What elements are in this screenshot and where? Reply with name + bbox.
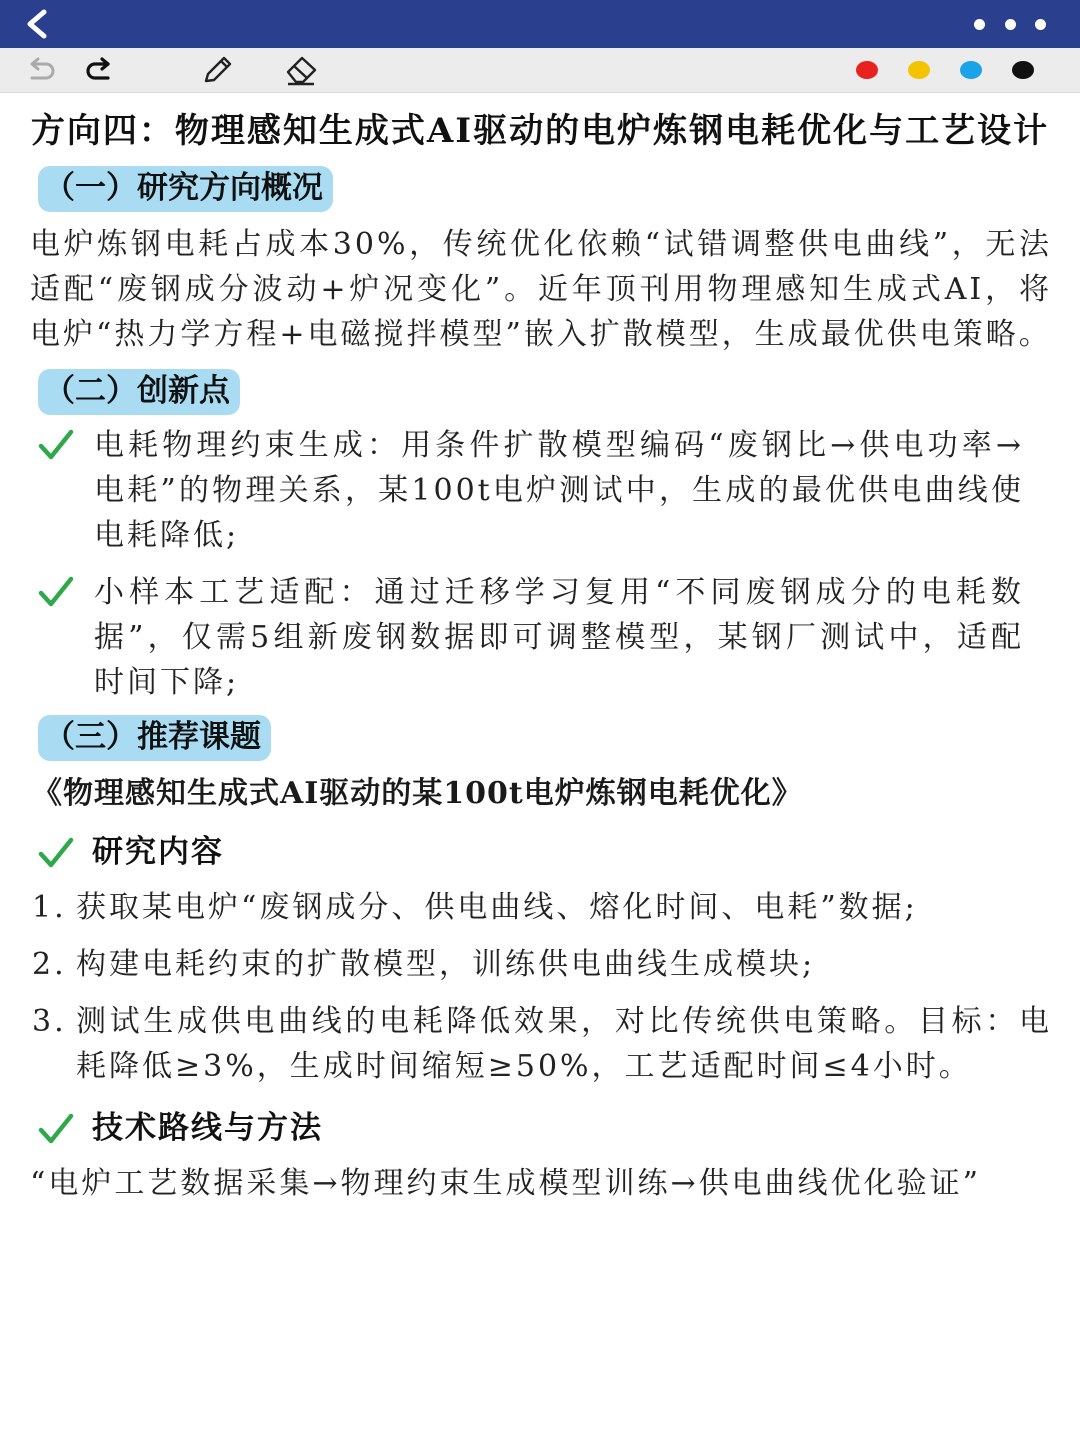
document-title: 方向四：物理感知生成式AI驱动的电炉炼钢电耗优化与工艺设计 [30,111,1050,151]
more-options-button[interactable] [974,12,1046,36]
innovation-item-text: 电耗物理约束生成：用条件扩散模型编码“废钢比→供电功率→电耗”的物理关系，某100t电炉测试中，生成的最优供电曲线使电耗降低; [94,428,1024,553]
check-icon [38,574,74,610]
research-item [0,999,1052,1089]
research-item-text: 测试生成供电曲线的电耗降低效果，对比传统供电策略。目标：电耗降低≥3%，生成时间缩短≥50%，工艺适配时间≤4小时。 [76,1004,1052,1084]
annotation-toolbar [0,48,1080,93]
back-button[interactable] [18,6,58,42]
research-item-text: 获取某电炉“废钢成分、供电曲线、熔化时间、电耗”数据; [76,890,918,925]
section-heading-recommended: （三）推荐课题 [38,715,271,761]
eraser-icon [284,54,318,86]
innovation-item-text: 小样本工艺适配：通过迁移学习复用“不同废钢成分的电耗数据”，仅需5组新废钢数据即可调整模型，某钢厂测试中，适配时间下降; [94,575,1024,700]
redo-icon [82,54,116,86]
pen-tool-button[interactable] [200,54,234,86]
technical-route-heading [0,1103,1080,1153]
top-app-bar [0,0,1080,48]
undo-icon [24,54,58,86]
check-icon [38,835,74,871]
eraser-tool-button[interactable] [284,54,318,86]
section-heading-innovation: （二）创新点 [38,369,240,415]
research-item-number: 3. [32,1004,67,1039]
research-content-heading-text: 研究内容 [92,834,224,870]
research-item [0,885,1052,930]
check-icon [38,1111,74,1147]
color-swatch-blue[interactable] [960,61,982,79]
color-swatch-black[interactable] [1012,61,1034,79]
overview-paragraph: 电炉炼钢电耗占成本30%，传统优化依赖“试错调整供电曲线”，无法适配“废钢成分波动+炉况变化”。近年顶刊用物理感知生成式AI，将电炉“热力学方程+电磁搅拌模型”嵌入扩散模型，生成最优供电策略。 [30,227,1052,352]
section-heading-overview: （一）研究方向概况 [38,166,333,212]
color-swatch-red[interactable] [856,61,878,79]
more-dot [1005,19,1016,30]
research-item-number: 1. [32,890,67,925]
chevron-left-icon [18,6,58,42]
innovation-item [30,570,1052,705]
redo-button[interactable] [82,54,116,86]
more-dot [1035,19,1046,30]
recommended-topic-title: 《物理感知生成式AI驱动的某100t电炉炼钢电耗优化》 [32,776,803,811]
research-content-heading [0,827,1080,877]
pencil-icon [200,54,234,86]
undo-button[interactable] [24,54,58,86]
color-swatch-yellow[interactable] [908,61,930,79]
check-icon [38,427,74,463]
research-item [0,942,1052,987]
more-dot [974,19,985,30]
document-content [0,92,1080,1206]
technical-route-heading-text: 技术路线与方法 [92,1110,323,1146]
innovation-item [30,423,1052,558]
technical-route-paragraph: “电炉工艺数据采集→物理约束生成模型训练→供电曲线优化验证” [30,1166,981,1201]
research-item-text: 构建电耗约束的扩散模型，训练供电曲线生成模块; [76,947,816,982]
research-item-number: 2. [32,947,67,982]
